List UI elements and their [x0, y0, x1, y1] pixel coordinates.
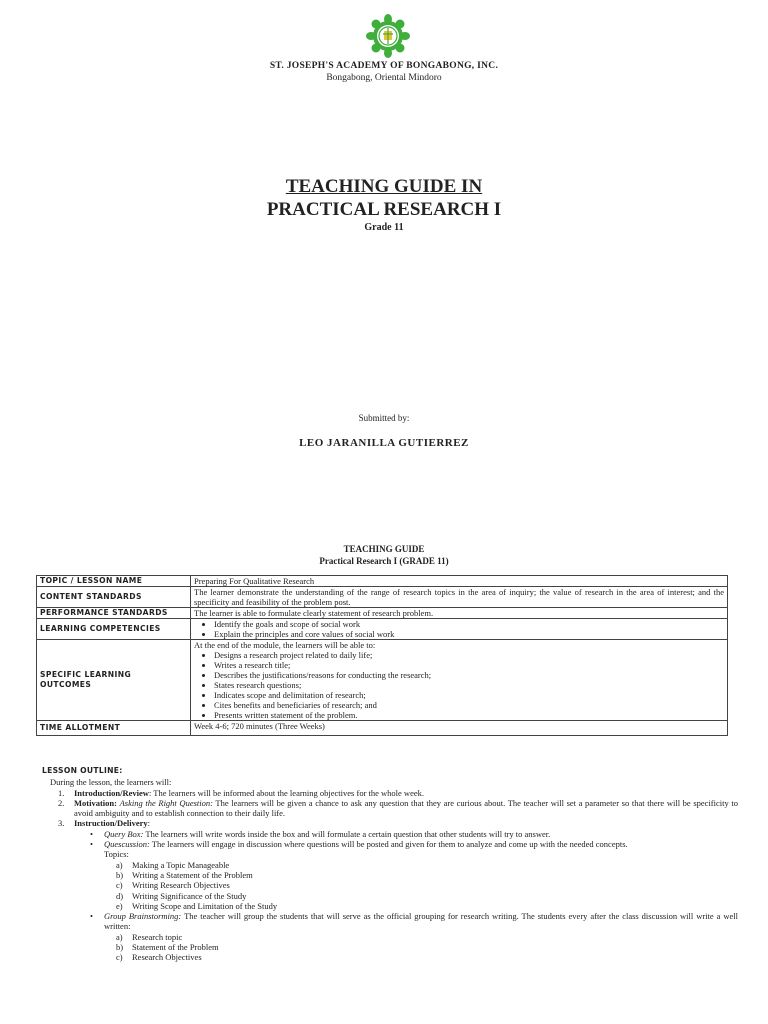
topic-letter: c)	[116, 880, 123, 891]
list-item: • Describes the justifications/reasons for conducting the research;	[214, 670, 724, 680]
activity-item	[42, 839, 738, 849]
row-value	[191, 619, 728, 640]
list-item: • Identify the goals and scope of social work	[214, 619, 724, 629]
teaching-guide-table	[36, 575, 728, 736]
row-value: Week 4-6; 720 minutes (Three Weeks)	[191, 721, 728, 736]
written-text: Statement of the Problem	[132, 942, 219, 953]
table-row	[37, 721, 728, 736]
table-row	[37, 576, 728, 587]
row-label-line: OUTCOMES	[40, 680, 92, 689]
written-text: Research topic	[132, 931, 183, 942]
bullet-icon: •	[90, 828, 93, 839]
row-label: PERFORMANCE STANDARDS	[37, 608, 191, 619]
written-letter: a)	[116, 931, 123, 942]
outline-step: 2. Motivation: Asking the Right Question: The learners will be given a chance to ask any question that they are curious about. The teacher will set a parameter so that there will be specificity to avoid ambiguity and to establish connection to their daily life.	[58, 797, 738, 819]
outcomes-intro: At the end of the module, the learners will be able to:	[194, 640, 376, 650]
topic-item	[42, 891, 738, 901]
outline-heading: LESSON OUTLINE:	[42, 766, 123, 775]
school-address: Bongabong, Oriental Mindoro	[326, 73, 442, 83]
table-row	[37, 608, 728, 619]
outline-step	[42, 818, 738, 828]
step-number: 2.	[58, 797, 65, 808]
topics-label: Topics:	[104, 849, 129, 860]
topic-item	[42, 880, 738, 890]
row-value: The learner demonstrate the understanding of the range of research topics in the area of inquiry; the value of research in the area of interest; and the specificity and feasibility of the problem post.	[191, 587, 728, 608]
topic-text: Writing Significance of the Study	[132, 890, 247, 901]
row-label: CONTENT STANDARDS	[37, 587, 191, 608]
activity-text: The teacher will group the students that will serve as the official grouping for research writing. The students every after the class discussion will write a well written:	[104, 911, 738, 932]
bullet-icon: •	[90, 839, 93, 850]
row-label	[37, 640, 191, 721]
row-value	[191, 640, 728, 721]
topic-text: Writing a Statement of the Problem	[132, 869, 253, 880]
topic-letter: e)	[116, 900, 123, 911]
outcomes-list	[194, 650, 724, 720]
topic-item	[42, 860, 738, 870]
step-key: Instruction/Delivery	[74, 818, 148, 829]
activity-name: Query Box:	[104, 828, 144, 839]
row-label: TOPIC / LESSON NAME	[37, 576, 191, 587]
written-item	[42, 932, 738, 942]
topic-item	[42, 901, 738, 911]
lesson-outline	[42, 766, 738, 963]
written-item	[42, 942, 738, 952]
guide-title: TEACHING GUIDE	[343, 544, 425, 554]
row-value: The learner is able to formulate clearly statement of research problem.	[191, 608, 728, 619]
row-label: TIME ALLOTMENT	[37, 721, 191, 736]
step-number: 3.	[58, 818, 65, 829]
guide-subtitle: Practical Research I (GRADE 11)	[319, 556, 449, 566]
author-name: LEO JARANILLA GUTIERREZ	[299, 437, 469, 449]
table-row	[37, 619, 728, 640]
written-letter: b)	[116, 942, 124, 953]
topic-text: Writing Research Objectives	[132, 880, 230, 891]
list-item: • Indicates scope and delimitation of research;	[214, 690, 724, 700]
outline-intro: During the lesson, the learners will:	[50, 777, 172, 788]
cover-grade: Grade 11	[364, 222, 404, 233]
topic-text: Making a Topic Manageable	[132, 859, 230, 870]
step-key: Motivation	[74, 797, 115, 808]
topic-text: Writing Scope and Limitation of the Study	[132, 900, 278, 911]
bullet-icon: •	[90, 911, 93, 922]
topic-letter: d)	[116, 890, 124, 901]
topic-letter: b)	[116, 869, 124, 880]
topic-letter: a)	[116, 859, 123, 870]
step-text: : The learners will be informed about the learning objectives for the whole week.	[148, 787, 424, 798]
activity-item	[42, 829, 738, 839]
list-item: • Cites benefits and beneficiaries of research; and	[214, 700, 724, 710]
activity-text: The learners will write words inside the box and will formulate a certain question that other students will try to answer.	[143, 828, 551, 839]
row-label-line: SPECIFIC LEARNING	[40, 670, 132, 679]
table-row	[37, 587, 728, 608]
step-text: The learners will be given a chance to ask any question that they are curious about. The teacher will set a parameter so that there will be specificity to avoid ambiguity and to establish connection to their daily life.	[74, 797, 738, 819]
step-number: 1.	[58, 787, 65, 798]
submitted-by-label: Submitted by:	[358, 413, 410, 423]
topic-item	[42, 870, 738, 880]
step-italic: Asking the Right Question:	[119, 797, 213, 808]
school-seal-icon	[366, 14, 410, 58]
activity-item	[42, 911, 738, 932]
outline-step	[42, 788, 738, 798]
list-item: • Writes a research title;	[214, 660, 724, 670]
activity-name: Quescussion:	[104, 839, 150, 850]
school-name: ST. JOSEPH'S ACADEMY OF BONGABONG, INC.	[269, 61, 499, 71]
written-item	[42, 952, 738, 962]
step-text: :	[147, 818, 151, 829]
list-item: • Presents written statement of the problem.	[214, 710, 724, 720]
written-letter: c)	[116, 952, 123, 963]
cover-title-line2: PRACTICAL RESEARCH I	[266, 199, 502, 220]
competencies-list	[194, 619, 724, 639]
list-item: • Designs a research project related to daily life;	[214, 650, 724, 660]
activity-text: The learners will engage in discussion where questions will be posted and given for them to analyze and come up with the needed concepts.	[149, 839, 628, 850]
row-value: Preparing For Qualitative Research	[191, 576, 728, 587]
step-key: Introduction/Review	[74, 787, 149, 798]
list-item: • States research questions;	[214, 680, 724, 690]
row-label: LEARNING COMPETENCIES	[37, 619, 191, 640]
list-item: • Explain the principles and core values of social work	[214, 629, 724, 639]
cover-title-line1: TEACHING GUIDE IN	[285, 176, 483, 197]
table-row	[37, 640, 728, 721]
written-text: Research Objectives	[132, 952, 202, 963]
activity-name: Group Brainstorming:	[104, 911, 182, 922]
